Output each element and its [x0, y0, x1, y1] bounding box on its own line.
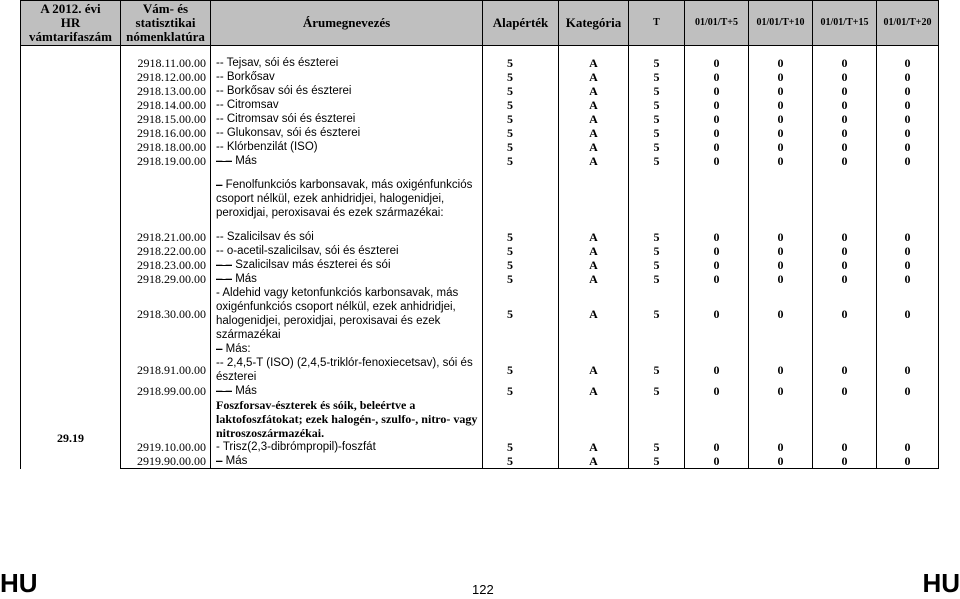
- cn-code: 2918.30.00.00: [121, 286, 211, 342]
- rate-t: 5: [629, 440, 685, 454]
- rate-t20: 0: [877, 356, 939, 384]
- rate-t5: 0: [685, 154, 749, 168]
- rate-t10: 0: [749, 126, 813, 140]
- rate-t10: 0: [749, 454, 813, 469]
- cn-code: 2918.15.00.00: [121, 112, 211, 126]
- rate-t: 5: [629, 244, 685, 258]
- rate-t20: 0: [877, 384, 939, 398]
- rate-t20: 0: [877, 154, 939, 168]
- base-rate: 5: [483, 244, 559, 258]
- table-row: [21, 140, 939, 154]
- header-hs-code: A 2012. évi HR vámtarifaszám: [21, 1, 121, 46]
- base-rate: 5: [483, 356, 559, 384]
- spacer-row: [21, 168, 939, 178]
- rate-t5: 0: [685, 272, 749, 286]
- table-row: [21, 230, 939, 244]
- category: A: [559, 126, 629, 140]
- base-rate: 5: [483, 112, 559, 126]
- category: A: [559, 230, 629, 244]
- base-rate: 5: [483, 286, 559, 342]
- cn-code: 2918.12.00.00: [121, 70, 211, 84]
- header-t15: 01/01/T+15: [813, 1, 877, 46]
- cn-code: 2918.13.00.00: [121, 84, 211, 98]
- table-row: [21, 98, 939, 112]
- rate-t20: 0: [877, 454, 939, 469]
- table-row: [21, 112, 939, 126]
- rate-t: 5: [629, 258, 685, 272]
- rate-t5: 0: [685, 70, 749, 84]
- table-row: [21, 244, 939, 258]
- description: -- Citromsav sói és észterei: [211, 112, 483, 126]
- rate-t20: 0: [877, 112, 939, 126]
- rate-t: 5: [629, 384, 685, 398]
- rate-t15: 0: [813, 98, 877, 112]
- description: -- Tejsav, sói és észterei: [211, 56, 483, 70]
- rate-t20: 0: [877, 244, 939, 258]
- tariff-table: [20, 0, 939, 469]
- description: -- Glukonsav, sói és észterei: [211, 126, 483, 140]
- category: A: [559, 154, 629, 168]
- cn-code: 2918.21.00.00: [121, 230, 211, 244]
- rate-t20: 0: [877, 230, 939, 244]
- rate-t10: 0: [749, 440, 813, 454]
- rate-t15: 0: [813, 154, 877, 168]
- category: A: [559, 140, 629, 154]
- table-row: [21, 258, 939, 272]
- hs-heading-number: 29.19: [57, 431, 84, 445]
- rate-t20: 0: [877, 258, 939, 272]
- table-row: [21, 84, 939, 98]
- rate-t10: 0: [749, 230, 813, 244]
- rate-t15: 0: [813, 70, 877, 84]
- footer-country-right: HU: [922, 568, 960, 598]
- footer-country-left: HU: [0, 568, 38, 598]
- rate-t5: 0: [685, 98, 749, 112]
- table-row: [21, 384, 939, 398]
- header-category: Kategória: [559, 1, 629, 46]
- cn-code: 2918.19.00.00: [121, 154, 211, 168]
- table-row: [21, 272, 939, 286]
- rate-t10: 0: [749, 244, 813, 258]
- section-heading-mas: – Más:: [211, 342, 483, 356]
- base-rate: 5: [483, 56, 559, 70]
- rate-t: 5: [629, 98, 685, 112]
- table-row: [21, 70, 939, 84]
- rate-t15: 0: [813, 112, 877, 126]
- base-rate: 5: [483, 440, 559, 454]
- description: -- Borkősav sói és észterei: [211, 84, 483, 98]
- rate-t10: 0: [749, 70, 813, 84]
- rate-t5: 0: [685, 230, 749, 244]
- table-row: [21, 356, 939, 384]
- rate-t20: 0: [877, 98, 939, 112]
- cn-code: 2919.10.00.00: [121, 440, 211, 454]
- rate-t10: 0: [749, 356, 813, 384]
- category: A: [559, 112, 629, 126]
- dash-prefix: – –: [216, 155, 232, 167]
- rate-t15: 0: [813, 230, 877, 244]
- rate-t15: 0: [813, 244, 877, 258]
- rate-t: 5: [629, 230, 685, 244]
- category: A: [559, 84, 629, 98]
- description: -- o-acetil-szalicilsav, sói és észterei: [211, 244, 483, 258]
- rate-t5: 0: [685, 454, 749, 469]
- base-rate: 5: [483, 140, 559, 154]
- rate-t15: 0: [813, 272, 877, 286]
- table-row: [21, 154, 939, 168]
- description: – – Más: [211, 272, 483, 286]
- hs-heading-row: [21, 398, 939, 440]
- header-description: Árumegnevezés: [211, 1, 483, 46]
- rate-t20: 0: [877, 272, 939, 286]
- section-heading-phenol: – Fenolfunkciós karbonsavak, más oxigénfunkciós csoport nélkül, ezek anhidridjei, halogenidjei, peroxidjai, peroxisavai és ezek származékai:: [211, 178, 483, 220]
- rate-t15: 0: [813, 84, 877, 98]
- rate-t: 5: [629, 112, 685, 126]
- page-number: 122: [472, 582, 494, 597]
- cn-code: 2918.99.00.00: [121, 384, 211, 398]
- description: – – Szalicilsav más észterei és sói: [211, 258, 483, 272]
- base-rate: 5: [483, 126, 559, 140]
- header-base-rate: Alapérték: [483, 1, 559, 46]
- rate-t10: 0: [749, 258, 813, 272]
- rate-t5: 0: [685, 258, 749, 272]
- rate-t20: 0: [877, 84, 939, 98]
- rate-t10: 0: [749, 272, 813, 286]
- header-t10: 01/01/T+10: [749, 1, 813, 46]
- rate-t5: 0: [685, 244, 749, 258]
- rate-t: 5: [629, 272, 685, 286]
- rate-t: 5: [629, 454, 685, 469]
- description: -- 2,4,5-T (ISO) (2,4,5-triklór-fenoxiecetsav), sói és észterei: [211, 356, 483, 384]
- cn-code: 2918.18.00.00: [121, 140, 211, 154]
- rate-t10: 0: [749, 140, 813, 154]
- table-row: [21, 440, 939, 454]
- description: – – Más: [211, 154, 483, 168]
- cn-code: 2918.11.00.00: [121, 56, 211, 70]
- table-body: [21, 46, 939, 469]
- table-row: [21, 454, 939, 469]
- cn-code: 2918.16.00.00: [121, 126, 211, 140]
- section-heading-row: [21, 342, 939, 356]
- rate-t15: 0: [813, 286, 877, 342]
- category: A: [559, 244, 629, 258]
- rate-t5: 0: [685, 112, 749, 126]
- category: A: [559, 98, 629, 112]
- rate-t15: 0: [813, 140, 877, 154]
- rate-t: 5: [629, 286, 685, 342]
- spacer-row: [21, 220, 939, 230]
- category: A: [559, 56, 629, 70]
- header-cn-code: Vám- és statisztikai nómenklatúra: [121, 1, 211, 46]
- cn-code: 2919.90.00.00: [121, 454, 211, 469]
- header-t20: 01/01/T+20: [877, 1, 939, 46]
- table-row: [21, 286, 939, 342]
- rate-t10: 0: [749, 112, 813, 126]
- rate-t10: 0: [749, 98, 813, 112]
- base-rate: 5: [483, 230, 559, 244]
- rate-t15: 0: [813, 126, 877, 140]
- category: A: [559, 356, 629, 384]
- rate-t5: 0: [685, 126, 749, 140]
- category: A: [559, 286, 629, 342]
- rate-t20: 0: [877, 140, 939, 154]
- cn-code: 2918.91.00.00: [121, 356, 211, 384]
- category: A: [559, 454, 629, 469]
- cn-code: 2918.14.00.00: [121, 98, 211, 112]
- rate-t5: 0: [685, 356, 749, 384]
- rate-t15: 0: [813, 440, 877, 454]
- base-rate: 5: [483, 154, 559, 168]
- category: A: [559, 258, 629, 272]
- base-rate: 5: [483, 258, 559, 272]
- rate-t5: 0: [685, 140, 749, 154]
- base-rate: 5: [483, 70, 559, 84]
- rate-t10: 0: [749, 286, 813, 342]
- rate-t5: 0: [685, 440, 749, 454]
- rate-t20: 0: [877, 440, 939, 454]
- description: – Más: [211, 454, 483, 469]
- cn-code: 2918.22.00.00: [121, 244, 211, 258]
- spacer-row: [21, 46, 939, 57]
- rate-t5: 0: [685, 384, 749, 398]
- cn-code: 2918.29.00.00: [121, 272, 211, 286]
- rate-t15: 0: [813, 56, 877, 70]
- rate-t: 5: [629, 356, 685, 384]
- rate-t5: 0: [685, 286, 749, 342]
- description: - Trisz(2,3-dibrómpropil)-foszfát: [211, 440, 483, 454]
- rate-t10: 0: [749, 56, 813, 70]
- rate-t: 5: [629, 154, 685, 168]
- base-rate: 5: [483, 384, 559, 398]
- cn-code: 2918.23.00.00: [121, 258, 211, 272]
- category: A: [559, 384, 629, 398]
- base-rate: 5: [483, 272, 559, 286]
- category: A: [559, 70, 629, 84]
- rate-t20: 0: [877, 56, 939, 70]
- rate-t15: 0: [813, 454, 877, 469]
- rate-t5: 0: [685, 84, 749, 98]
- rate-t10: 0: [749, 384, 813, 398]
- rate-t20: 0: [877, 70, 939, 84]
- table-header-row: [21, 1, 939, 46]
- rate-t: 5: [629, 140, 685, 154]
- rate-t5: 0: [685, 56, 749, 70]
- rate-t: 5: [629, 70, 685, 84]
- header-t5: 01/01/T+5: [685, 1, 749, 46]
- rate-t10: 0: [749, 154, 813, 168]
- description: – – Más: [211, 384, 483, 398]
- section-heading-row: [21, 178, 939, 220]
- table-row: [21, 56, 939, 70]
- description: -- Borkősav: [211, 70, 483, 84]
- rate-t: 5: [629, 56, 685, 70]
- base-rate: 5: [483, 454, 559, 469]
- rate-t15: 0: [813, 384, 877, 398]
- header-t: T: [629, 1, 685, 46]
- description: -- Citromsav: [211, 98, 483, 112]
- rate-t20: 0: [877, 126, 939, 140]
- rate-t15: 0: [813, 356, 877, 384]
- rate-t20: 0: [877, 286, 939, 342]
- rate-t15: 0: [813, 258, 877, 272]
- table-row: [21, 126, 939, 140]
- description: -- Szalicilsav és sói: [211, 230, 483, 244]
- rate-t10: 0: [749, 84, 813, 98]
- hs-heading-cell: [21, 46, 121, 469]
- base-rate: 5: [483, 84, 559, 98]
- description: - Aldehid vagy ketonfunkciós karbonsavak, más oxigénfunkciós csoport nélkül, ezek anhidridjei, halogenidjei, peroxidjai, peroxisavai és ezek származékai: [211, 286, 483, 342]
- hs-heading-2919-description: Foszforsav-észterek és sóik, beleértve a laktofoszfátokat; ezek halogén-, szulfo-, nitro- vagy nitroszoszármazékai.: [211, 398, 483, 440]
- category: A: [559, 272, 629, 286]
- rate-t: 5: [629, 84, 685, 98]
- category: A: [559, 440, 629, 454]
- rate-t: 5: [629, 126, 685, 140]
- description: -- Klórbenzilát (ISO): [211, 140, 483, 154]
- base-rate: 5: [483, 98, 559, 112]
